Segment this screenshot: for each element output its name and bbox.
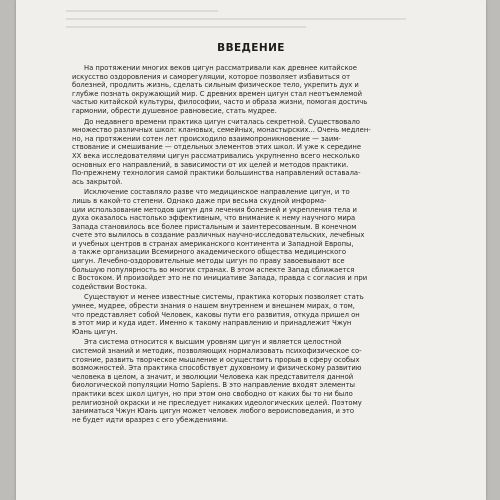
text-line: ции использование методов цигун для лечения болезней и укрепления тела и: [72, 205, 357, 214]
text-line: По-прежнему технология самой практики большинства направлений оставала-: [72, 169, 361, 178]
text-line: На протяжении многих веков цигун рассматривали как древнее китайское: [84, 64, 357, 72]
text-line: ствование и смешивание — отдельных элементов этих школ. И уже к середине: [72, 143, 362, 152]
text-line: религиозной окраски и не преследует никаких идеологических целей. Поэтому: [72, 398, 362, 407]
text-line: системой знаний и методик, позволяющих нормализовать психофизическое со-: [72, 347, 362, 355]
text-line: Юань цигун.: [72, 327, 118, 336]
text-line: с Востоком. И произойдет это не по инициативе Запада, правда с согласия и при: [72, 274, 368, 283]
paragraph: [72, 64, 430, 116]
text-line: XX века исследователями цигун рассматривались укрупненно всего несколько: [72, 151, 360, 160]
paragraph: [72, 118, 430, 187]
text-line: множество различных школ: клановых, семейных, монастырских... Очень медлен-: [72, 126, 371, 135]
text-line: что представляет собой Человек, каковы пути его развития, откуда пришел он: [72, 310, 360, 319]
body-text: [72, 64, 430, 424]
text-line: не будет идти вразрез с его убеждениями.: [72, 415, 229, 424]
text-line: большую популярность во многих странах. В этом аспекте Запад сближается: [72, 265, 355, 274]
text-line: Эта система относится к высшим уровням цигун и является целостной: [84, 338, 342, 347]
text-line: основных его направлений, в зависимости от их целей и методов практики.: [72, 160, 349, 169]
text-line: глубже познать окружающий мир. С древних времен цигун стал неотъемлемой: [72, 89, 362, 98]
text-line: лишь в какой-то степени. Однако даже при весьма скудной информа-: [72, 196, 327, 205]
text-line: возможностей. Эта практика способствует духовному и физическому развитию: [72, 364, 362, 373]
text-line: духа оказалось настолько эффективным, что внимание к нему научного мира: [72, 214, 356, 223]
text-line: частью китайской культуры, философии, часто и образа жизни, помогая достичь: [72, 98, 368, 107]
text-line: ась закрытой.: [72, 177, 123, 186]
text-line: искусство оздоровления и саморегуляции, которое позволяет избавиться от: [72, 72, 351, 81]
text-line: стояние, развить творческое мышление и осуществить прорыв в сферу особых: [72, 355, 360, 364]
text-line: гармонии, обрести душевное равновесие, стать мудрее.: [72, 106, 277, 115]
text-line: цигун. Лечебно-оздоровительные методы цигун по праву завоевывают все: [72, 257, 345, 266]
text-line: практики всех школ цигун, но при этом оно свободно от каких бы то ни было: [72, 389, 353, 398]
bleed-through-text: [66, 4, 466, 32]
text-line: биологической популяции Homo Sapiens. В это направление входят элементы: [72, 381, 355, 390]
text-line: содействии Востока.: [72, 282, 147, 291]
text-line: счете это вылилось в создание различных научно-исследовательских, лечебных: [72, 231, 365, 240]
book-page: [16, 0, 486, 500]
text-line: человека в целом, а значит, и эволюции Человека как представителя данной: [72, 372, 354, 381]
paragraph: [72, 293, 430, 336]
text-line: заниматься Чжун Юань цигун может человек любого вероисповедания, и это: [72, 407, 354, 416]
text-line: Запада становилось все более пристальным и заинтересованным. В конечном: [72, 222, 357, 231]
text-line: болезней, продлить жизнь, сделать сильным физическое тело, укрепить дух и: [72, 81, 359, 90]
text-line: в этот мир и куда идет. Именно к такому направлению и принадлежит Чжун: [72, 319, 352, 328]
text-line: До недавнего времени практика цигун считалась секретной. Существовало: [84, 117, 360, 126]
text-line: а также организации Всемирного академического общества медицинского: [72, 248, 346, 257]
text-line: но, на протяжении сотен лет происходило взаимопроникновение — заим-: [72, 134, 341, 143]
text-line: Исключение составляло разве что медицинское направление цигун, и то: [84, 188, 350, 197]
paragraph: [72, 188, 430, 291]
page-title: ВВЕДЕНИЕ: [217, 42, 285, 54]
paragraph: [72, 338, 430, 424]
text-line: умнее, мудрее, обрести знания о нашем внутреннем и внешнем мирах, о том,: [72, 302, 355, 311]
text-line: и учебных центров в странах американского континента и Западной Европы,: [72, 239, 354, 248]
text-line: Существуют и менее известные системы, практика которых позволяет стать: [84, 293, 364, 302]
